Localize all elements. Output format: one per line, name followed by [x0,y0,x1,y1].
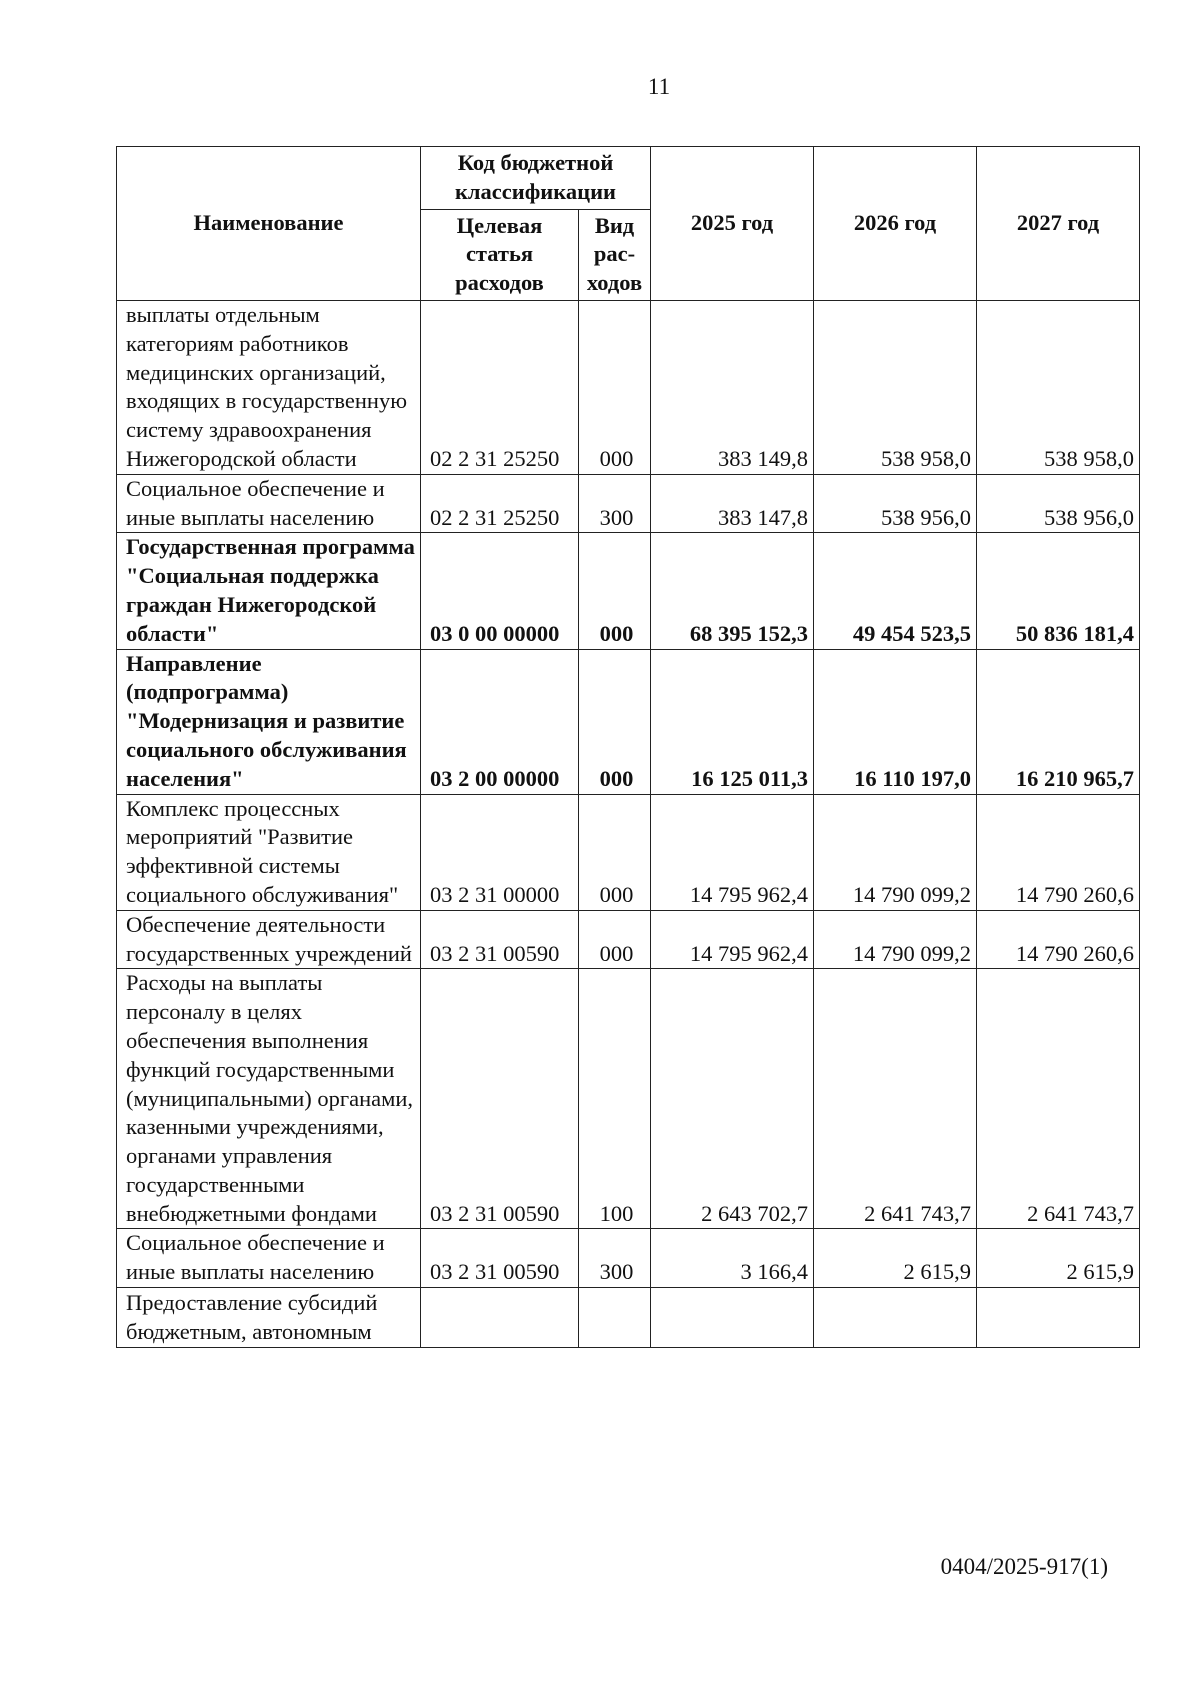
row-value-2025: 14 795 962,4 [651,910,814,969]
row-value-2025: 383 147,8 [651,474,814,533]
row-value-2026 [814,1288,977,1348]
header-code-group: Код бюджетной классификации [421,147,651,210]
table-row [117,474,1140,533]
row-value-2026: 2 615,9 [814,1229,977,1288]
row-value-2026: 538 958,0 [814,300,977,474]
row-value-2027 [977,1288,1140,1348]
row-value-2027: 538 958,0 [977,300,1140,474]
row-target-article: 02 2 31 25250 [421,300,579,474]
document-id: 0404/2025-917(1) [940,1554,1108,1579]
row-expense-type: 300 [579,474,651,533]
row-value-2026: 2 641 743,7 [814,969,977,1229]
row-name: Государственная программа "Социальная поддержка граждан Нижегородской области" [117,533,421,649]
header-year-2026: 2026 год [814,147,977,301]
row-target-article: 03 2 31 00590 [421,910,579,969]
row-value-2027: 2 641 743,7 [977,969,1140,1229]
row-expense-type: 000 [579,300,651,474]
row-target-article [421,1288,579,1348]
row-value-2026: 16 110 197,0 [814,649,977,794]
header-expense-type: Вид рас-ходов [579,209,651,300]
row-value-2027: 538 956,0 [977,474,1140,533]
row-expense-type: 100 [579,969,651,1229]
row-target-article: 03 2 31 00000 [421,794,579,910]
table-row [117,794,1140,910]
row-value-2025: 16 125 011,3 [651,649,814,794]
row-expense-type: 000 [579,910,651,969]
row-name: Социальное обеспечение и иные выплаты населению [117,1229,421,1288]
table-row [117,969,1140,1229]
row-value-2025 [651,1288,814,1348]
row-name: выплаты отдельным категориям работников медицинских организаций, входящих в государственную систему здравоохранения Нижегородской области [117,300,421,474]
header-year-2027: 2027 год [977,147,1140,301]
row-value-2026: 14 790 099,2 [814,794,977,910]
row-target-article: 03 2 31 00590 [421,1229,579,1288]
row-name: Обеспечение деятельности государственных учреждений [117,910,421,969]
row-expense-type: 000 [579,649,651,794]
row-target-article: 03 2 31 00590 [421,969,579,1229]
row-value-2027: 50 836 181,4 [977,533,1140,649]
row-value-2025: 14 795 962,4 [651,794,814,910]
row-name: Направление (подпрограмма) "Модернизация и развитие социального обслуживания населения" [117,649,421,794]
table-row [117,649,1140,794]
table-row [117,1229,1140,1288]
row-value-2027: 14 790 260,6 [977,794,1140,910]
row-value-2027: 16 210 965,7 [977,649,1140,794]
budget-table [116,146,1140,1348]
row-target-article: 03 0 00 00000 [421,533,579,649]
row-value-2026: 49 454 523,5 [814,533,977,649]
row-name: Расходы на выплаты персоналу в целях обеспечения выполнения функций государственными (муниципальными) органами, казенными учреждениями, органами управления государственными внебюджетными фондами [117,969,421,1229]
row-value-2025: 68 395 152,3 [651,533,814,649]
page-number: 11 [647,74,671,99]
row-expense-type: 300 [579,1229,651,1288]
table-row [117,910,1140,969]
row-value-2026: 14 790 099,2 [814,910,977,969]
header-target-article: Целевая статья расходов [421,209,579,300]
table-row [117,1288,1140,1348]
header-name: Наименование [117,147,421,301]
row-name: Предоставление субсидий бюджетным, автономным [117,1288,421,1348]
row-value-2026: 538 956,0 [814,474,977,533]
row-target-article: 02 2 31 25250 [421,474,579,533]
row-value-2025: 383 149,8 [651,300,814,474]
row-value-2027: 2 615,9 [977,1229,1140,1288]
row-name: Социальное обеспечение и иные выплаты населению [117,474,421,533]
row-value-2025: 3 166,4 [651,1229,814,1288]
table-row [117,533,1140,649]
row-expense-type: 000 [579,794,651,910]
row-value-2027: 14 790 260,6 [977,910,1140,969]
row-expense-type: 000 [579,533,651,649]
table-row [117,300,1140,474]
row-name: Комплекс процессных мероприятий "Развитие эффективной системы социального обслуживания" [117,794,421,910]
row-expense-type [579,1288,651,1348]
header-year-2025: 2025 год [651,147,814,301]
row-value-2025: 2 643 702,7 [651,969,814,1229]
row-target-article: 03 2 00 00000 [421,649,579,794]
